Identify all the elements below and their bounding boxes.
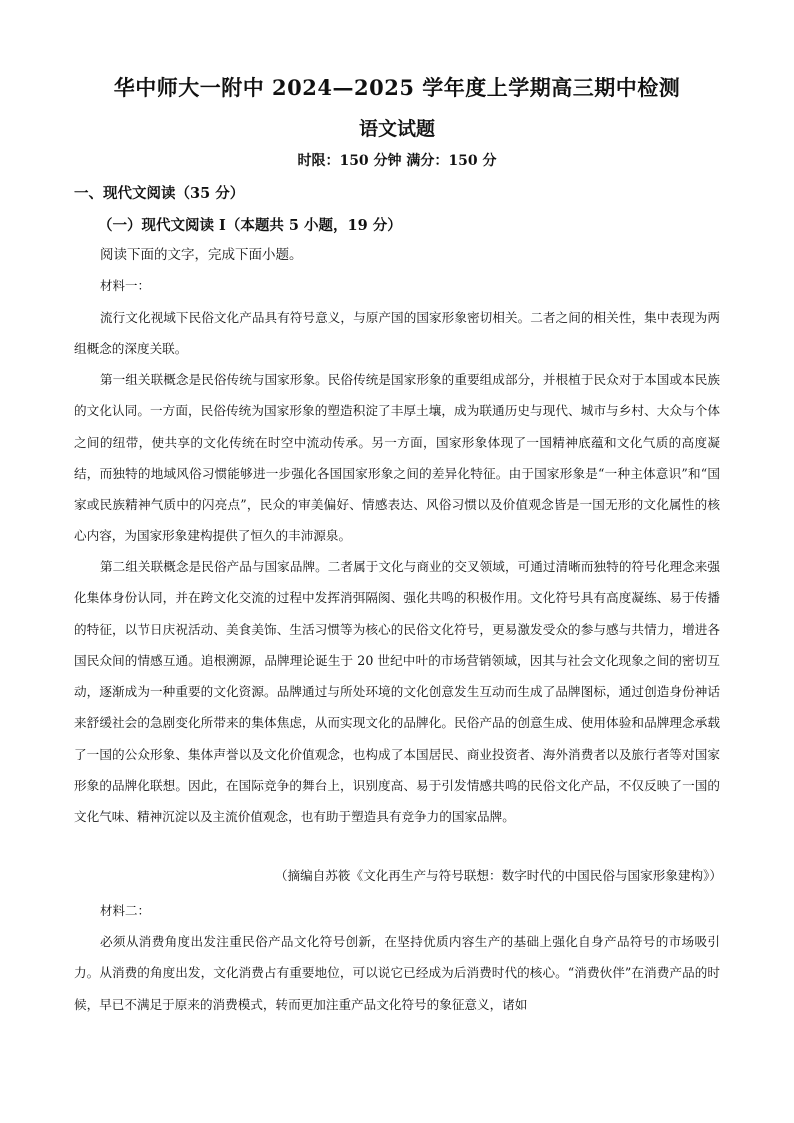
exam-title: 华中师大一附中 2024—2025 学年度上学期高三期中检测 — [113, 75, 681, 100]
exam-subtitle: 语文试题 — [358, 118, 435, 140]
subsection-heading: （一）现代文阅读 I（本题共 5 小题，19 分） — [98, 217, 402, 234]
material-1-paragraph: 第二组关联概念是民俗产品与国家品牌。二者属于文化与商业的交叉领域，可通过清晰而独特的符号化理念来强化集体身份认同，并在跨文化交流的过程中发挥消弭隔阂、强化共鸣的积极作用。文化符号具有高度凝练、易于传播的特征，以节日庆祝活动、美食美饰、生活习惯等为核心的民俗文化符号，更易激发受众的参与感与共情力，增进各国民众间的情感互通。追根溯源，品牌理论诞生于 20 世纪中叶的市场营销领域，因其与社会文化现象之间的密切互动，逐渐成为一种重要的文化资源。品牌通过与所处环境的文化创意发生互动而生成了品牌图标，通过创造身份神话来舒缓社会的急剧变化所带来的集体焦虑，从而实现文化的品牌化。民俗产品的创意生成、使用体验和品牌理念承载了一国的公众形象、集体声誉以及文化价值观念，也构成了本国居民、商业投资者、海外消费者以及旅行者等对国家形象的品牌化联想。因此，在国际竞争的舞台上，识别度高、易于引发情感共鸣的民俗文化产品，不仅反映了一国的文化气味、精神沉淀以及主流价值观念，也有助于塑造具有竞争力的国家品牌。 — [74, 559, 720, 825]
material-1-citation: （摘编自苏筱《文化再生产与符号联想：数字时代的中国民俗与国家形象建构》） — [274, 868, 722, 883]
material-2-label: 材料二： — [100, 903, 151, 918]
exam-time-info: 时限：150 分钟 满分：150 分 — [297, 153, 497, 169]
section-heading: 一、现代文阅读（35 分） — [74, 185, 245, 202]
reading-instruction: 阅读下面的文字，完成下面小题。 — [100, 247, 303, 263]
material-1-paragraph: 流行文化视域下民俗文化产品具有符号意义，与原产国的国家形象密切相关。二者之间的相关性，集中表现为两组概念的深度关联。 — [74, 310, 720, 357]
material-2-paragraph: 必须从消费角度出发注重民俗产品文化符号创新，在坚持优质内容生产的基础上强化自身产品符号的市场吸引力。从消费的角度出发，文化消费占有重要地位，可以说它已经成为后消费时代的核心。“消费伙伴”在消费产品的时候，早已不满足于原来的消费模式，转而更加注重产品文化符号的象征意义，诸如 — [74, 934, 720, 1012]
material-1-label: 材料一： — [100, 278, 151, 293]
material-1-paragraph: 第一组关联概念是民俗传统与国家形象。民俗传统是国家形象的重要组成部分，并根植于民众对于本国或本民族的文化认同。一方面，民俗传统为国家形象的塑造积淀了丰厚土壤，成为联通历史与现代、城市与乡村、大众与个体之间的纽带，使共享的文化传统在时空中流动传承。另一方面，国家形象体现了一国精神底蕴和文化气质的高度凝结，而独特的地域风俗习惯能够进一步强化各国国家形象之间的差异化特征。由于国家形象是“一种主体意识”和“国家或民族精神气质中的闪亮点”，民众的审美偏好、情感表达、风俗习惯以及价值观念皆是一国无形的文化属性的核心内容，为国家形象建构提供了恒久的丰沛源泉。 — [74, 372, 720, 544]
